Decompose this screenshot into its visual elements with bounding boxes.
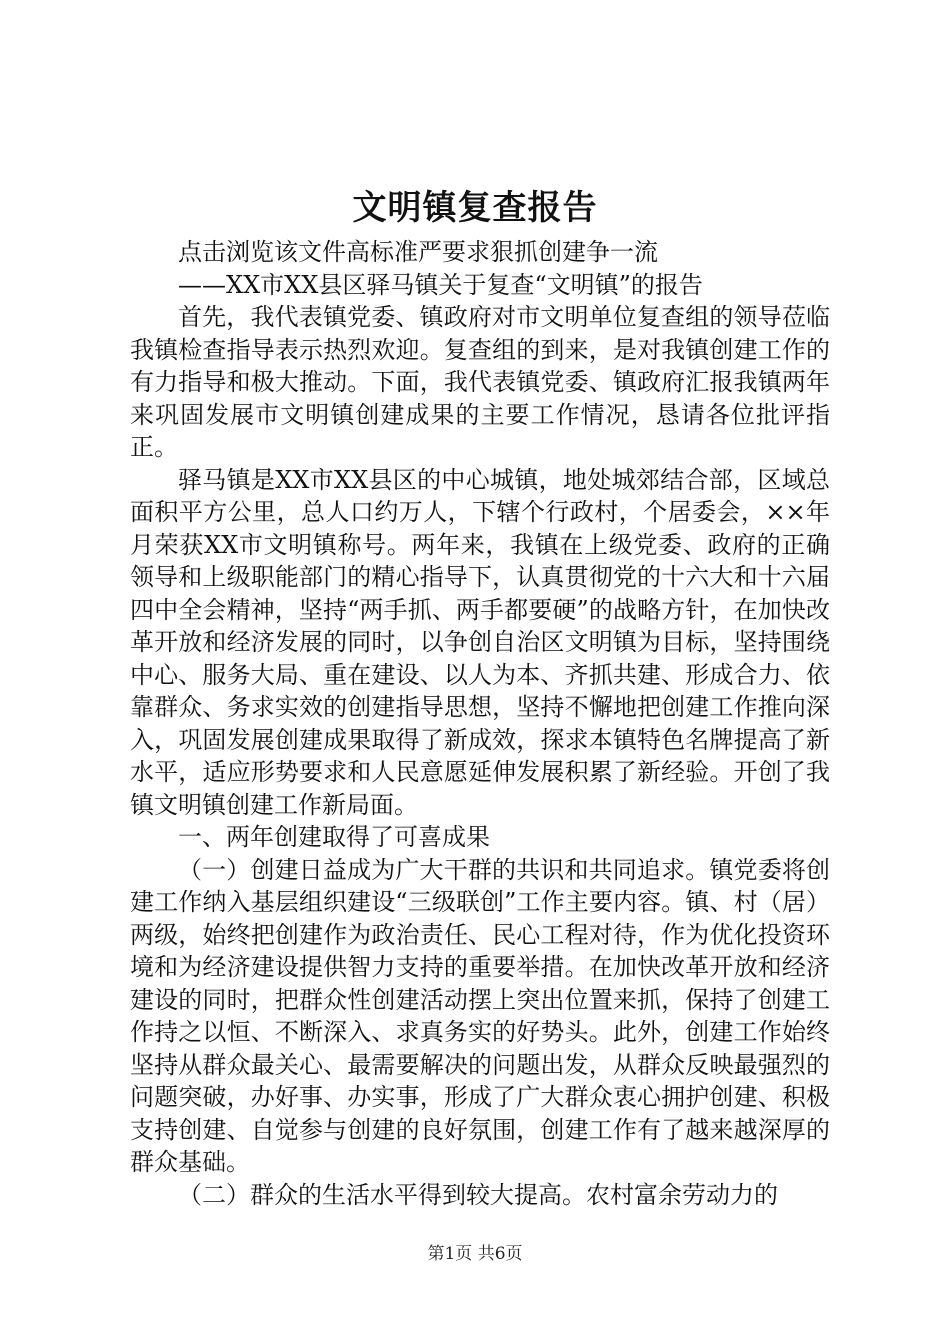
subtitle-line-2: ——XX市XX县区驿马镇关于复查“文明镇”的报告	[178, 270, 703, 299]
body-paragraph: （二）群众的生活水平得到较大提高。农村富余劳动力的	[178, 1180, 778, 1209]
page-footer: 第1页 共6页	[427, 1244, 523, 1264]
section-heading: 一、两年创建取得了可喜成果	[178, 823, 490, 851]
body-paragraph: 首先，我代表镇党委、镇政府对市文明单位复查组的领导莅临我镇检查指导表示热烈欢迎。复查组的到来，是对我镇创建工作的有力指导和极大推动。下面，我代表镇党委、镇政府汇报我镇两年来巩固发展市文明镇创建成果的主要工作情况，恳请各位批评指正。	[130, 303, 830, 461]
document-body	[130, 236, 830, 1211]
document-title: 文明镇复查报告	[352, 188, 598, 228]
subtitle-line-1: 点击浏览该文件高标准严要求狠抓创建争一流	[178, 238, 658, 266]
body-paragraph: （一）创建日益成为广大干群的共识和共同追求。镇党委将创建工作纳入基层组织建设“三级联创”工作主要内容。镇、村（居）两级，始终把创建作为政治责任、民心工程对待，作为优化投资环境和为经济建设提供智力支持的重要举措。在加快改革开放和经济建设的同时，把群众性创建活动摆上突出位置来抓，保持了创建工作持之以恒、不断深入、求真务实的好势头。此外，创建工作始终坚持从群众最关心、最需要解决的问题出发，从群众反映最强烈的问题突破，办好事、办实事，形成了广大群众衷心拥护创建、积极支持创建、自觉参与创建的良好氛围，创建工作有了越来越深厚的群众基础。	[130, 855, 830, 1176]
body-paragraph: 驿马镇是XX市XX县区的中心城镇，地处城郊结合部，区域总面积平方公里，总人口约万人，下辖个行政村，个居委会，××年月荣获XX市文明镇称号。两年来，我镇在上级党委、政府的正确领导和上级职能部门的精心指导下，认真贯彻党的十六大和十六届四中全会精神，坚持“两手抓、两手都要硬”的战略方针，在加快改革开放和经济发展的同时，以争创自治区文明镇为目标，坚持围绕中心、服务大局、重在建设、以人为本、齐抓共建、形成合力、依靠群众、务求实效的创建指导思想，坚持不懈地把创建工作推向深入，巩固发展创建成果取得了新成效，探求本镇特色名牌提高了新水平，适应形势要求和人民意愿延伸发展积累了新经验。开创了我镇文明镇创建工作新局面。	[130, 465, 830, 819]
